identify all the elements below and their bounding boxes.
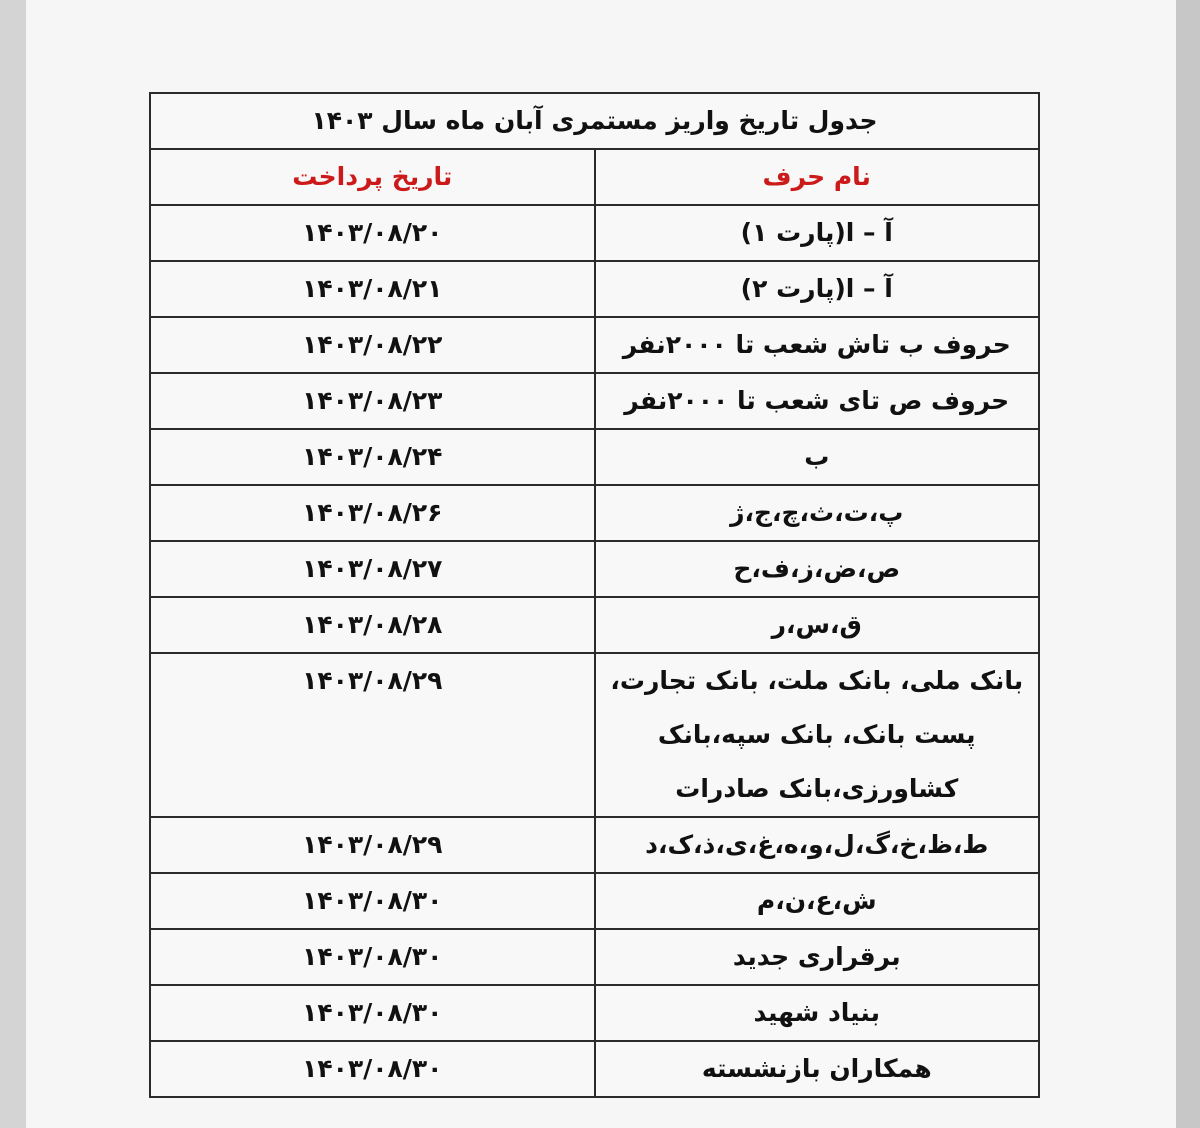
row-name: ط،ظ،خ،گ،ل،و،ه،غ،ی،ذ،ک،د	[595, 817, 1040, 873]
table-row	[150, 817, 1039, 873]
row-date: ۱۴۰۳/۰۸/۲۶	[150, 485, 595, 541]
row-name: ق،س،ر	[595, 597, 1040, 653]
table-row	[150, 205, 1039, 261]
row-name: همکاران بازنشسته	[595, 1041, 1040, 1097]
row-date: ۱۴۰۳/۰۸/۳۰	[150, 1041, 595, 1097]
row-name: پ،ت،ث،چ،ج،ژ	[595, 485, 1040, 541]
row-name: حروف ص تای شعب تا ۲۰۰۰نفر	[595, 373, 1040, 429]
row-date: ۱۴۰۳/۰۸/۳۰	[150, 929, 595, 985]
row-name: آ – ا(پارت ۱)	[595, 205, 1040, 261]
table-row	[150, 261, 1039, 317]
header-row	[150, 149, 1039, 205]
table-row	[150, 541, 1039, 597]
table-row	[150, 317, 1039, 373]
row-date: ۱۴۰۳/۰۸/۲۱	[150, 261, 595, 317]
header-date: تاریخ پرداخت	[150, 149, 595, 205]
page-edge	[1176, 0, 1200, 1128]
row-date: ۱۴۰۳/۰۸/۲۰	[150, 205, 595, 261]
table-row	[150, 1041, 1039, 1097]
header-name: نام حرف	[595, 149, 1040, 205]
row-date: ۱۴۰۳/۰۸/۲۴	[150, 429, 595, 485]
row-name: ب	[595, 429, 1040, 485]
row-date: ۱۴۰۳/۰۸/۲۷	[150, 541, 595, 597]
row-name: ص،ض،ز،ف،ح	[595, 541, 1040, 597]
table-row	[150, 373, 1039, 429]
table-row	[150, 873, 1039, 929]
row-date: ۱۴۰۳/۰۸/۲۹	[150, 817, 595, 873]
row-name: ش،ع،ن،م	[595, 873, 1040, 929]
table-title: جدول تاریخ واریز مستمری آبان ماه سال ۱۴۰۳	[150, 93, 1039, 149]
row-name: بنیاد شهید	[595, 985, 1040, 1041]
table-row	[150, 653, 1039, 817]
table-row	[150, 929, 1039, 985]
row-date: ۱۴۰۳/۰۸/۲۲	[150, 317, 595, 373]
row-date: ۱۴۰۳/۰۸/۳۰	[150, 985, 595, 1041]
title-row	[150, 93, 1039, 149]
row-date: ۱۴۰۳/۰۸/۲۹	[150, 653, 595, 817]
table-row	[150, 429, 1039, 485]
row-date: ۱۴۰۳/۰۸/۲۳	[150, 373, 595, 429]
row-date: ۱۴۰۳/۰۸/۳۰	[150, 873, 595, 929]
row-name: آ – ا(پارت ۲)	[595, 261, 1040, 317]
row-name: بانک ملی، بانک ملت، بانک تجارت، پست بانک، بانک سپه،بانک کشاورزی،بانک صادرات	[595, 653, 1040, 817]
table-row	[150, 485, 1039, 541]
table-row	[150, 597, 1039, 653]
payment-schedule-table-wrapper	[149, 92, 1040, 1098]
table-row	[150, 985, 1039, 1041]
row-date: ۱۴۰۳/۰۸/۲۸	[150, 597, 595, 653]
payment-schedule-table	[149, 92, 1040, 1098]
row-name: حروف ب تاش شعب تا ۲۰۰۰نفر	[595, 317, 1040, 373]
row-name: برقراری جدید	[595, 929, 1040, 985]
